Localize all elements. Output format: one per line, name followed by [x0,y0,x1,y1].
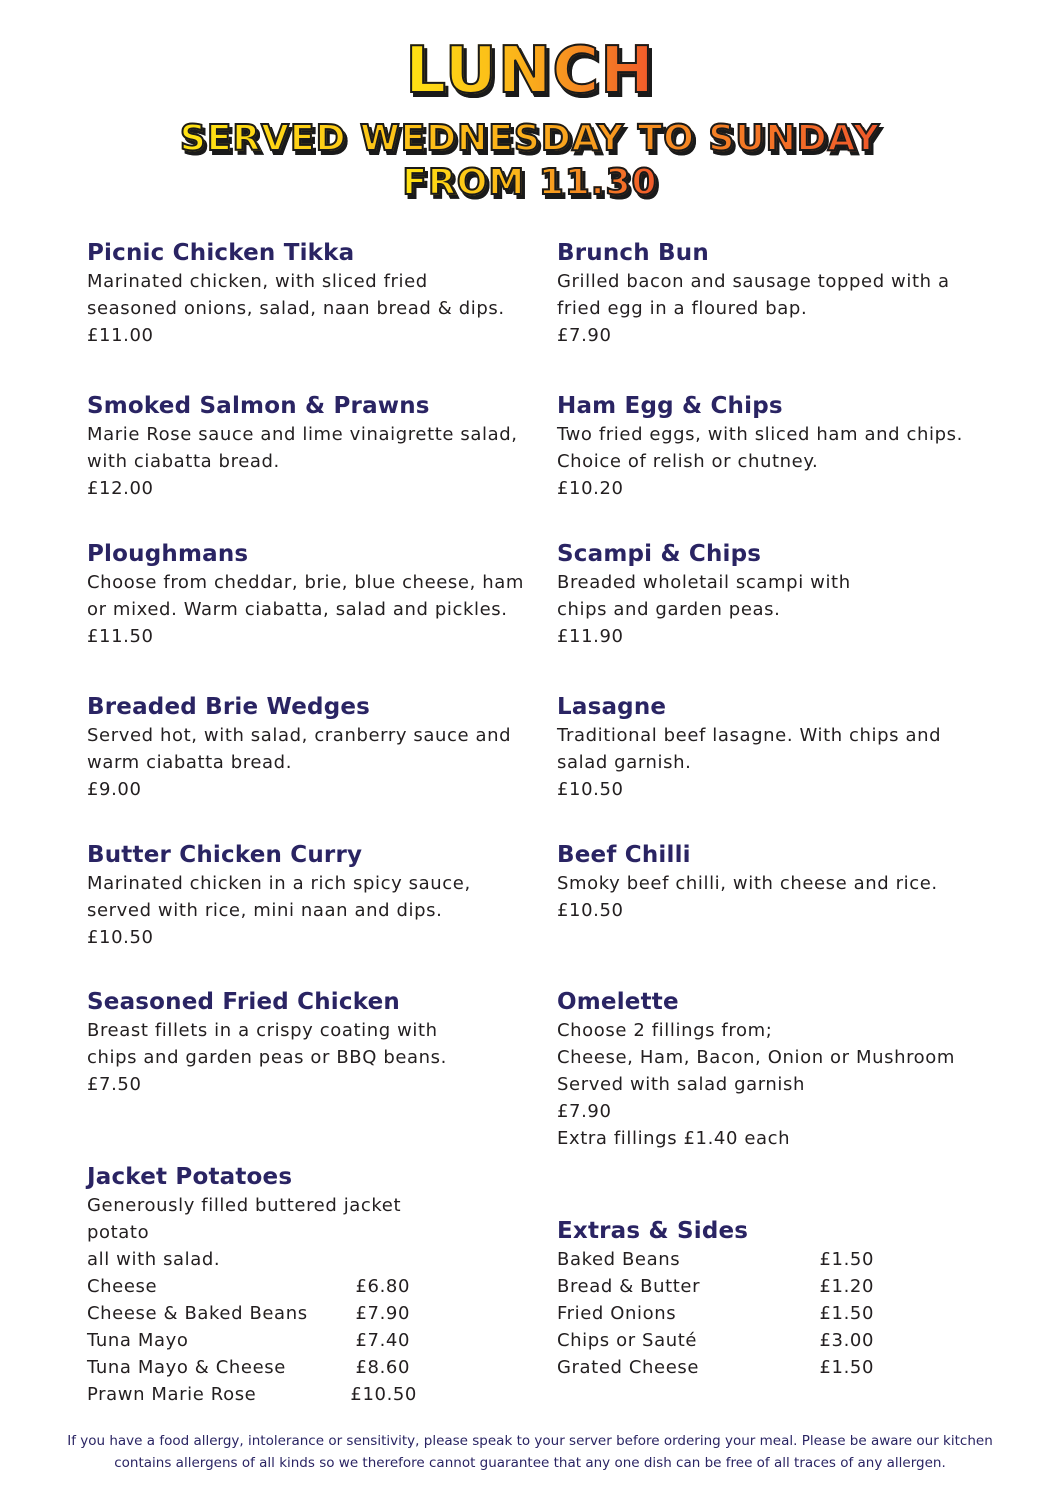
price-row: Cheese & Baked Beans £7.90 [87,1303,410,1324]
item-description: Choice of relish or chutney. [557,451,819,472]
menu-item [557,238,1027,349]
item-name: Beef Chilli [557,842,691,868]
item-name: Breaded Brie Wedges [87,694,371,720]
item-description: chips and garden peas or BBQ beans. [87,1047,447,1068]
menu-item [557,692,1027,803]
item-price: £12.00 [87,478,154,499]
item-description: Breast fillets in a crispy coating with [87,1020,438,1041]
allergy-notice: If you have a food allergy, intolerance or sensitivity, please speak to your server before ordering your meal. Please be aware our kitchen contains allergens of all kinds so we therefore cannot guarantee that any one dish can be free of all traces of any allergen. [67,1433,993,1471]
menu-item [87,987,557,1098]
item-description: or mixed. Warm ciabatta, salad and pickles. [87,599,508,620]
item-description: Choose from cheddar, brie, blue cheese, ham [87,572,524,593]
item-name: Smoked Salmon & Prawns [87,393,430,419]
item-description: Traditional beef lasagne. With chips and [557,725,942,746]
item-description: warm ciabatta bread. [87,752,293,773]
menu-item [87,391,557,502]
item-price: £10.50 [557,779,624,800]
menu-subtitle-days: SERVED WEDNESDAY TO SUNDAY [179,118,881,159]
item-price: £7.90 [557,325,612,346]
item-name: Picnic Chicken Tikka [87,240,355,266]
price-row: Bread & Butter £1.20 [557,1276,874,1297]
item-name: Ham Egg & Chips [557,393,783,419]
menu-item [557,840,1027,924]
item-description: Served hot, with salad, cranberry sauce and [87,725,512,746]
item-description: served with rice, mini naan and dips. [87,900,443,921]
item-description: chips and garden peas. [557,599,781,620]
item-description: Two fried eggs, with sliced ham and chips. [557,424,963,445]
section-description: all with salad. [87,1249,221,1270]
item-name: Brunch Bun [557,240,709,266]
menu-subtitle-time: FROM 11.30 [402,162,658,203]
menu-item [87,840,557,951]
price-row: Baked Beans £1.50 [557,1249,874,1270]
menu-item [87,692,557,803]
item-name: Scampi & Chips [557,541,762,567]
item-description: Marie Rose sauce and lime vinaigrette salad, [87,424,518,445]
price-row: Tuna Mayo £7.40 [87,1330,410,1351]
price-row: Tuna Mayo & Cheese £8.60 [87,1357,410,1378]
price-row: Prawn Marie Rose £10.50 [87,1384,417,1405]
menu-item [557,987,1027,1152]
item-name: Lasagne [557,694,667,720]
item-extra: Extra fillings £1.40 each [557,1128,791,1149]
item-description: Cheese, Ham, Bacon, Onion or Mushroom [557,1047,956,1068]
menu-item [87,238,557,349]
item-price: £11.00 [87,325,154,346]
item-description: Served with salad garnish [557,1074,806,1095]
item-price: £10.50 [557,900,624,921]
item-name: Butter Chicken Curry [87,842,363,868]
item-description: with ciabatta bread. [87,451,280,472]
item-price: £11.90 [557,626,624,647]
menu-item [557,539,1027,650]
item-name: Ploughmans [87,541,249,567]
section-description: Generously filled buttered jacket potato [87,1195,402,1243]
item-description: Smoky beef chilli, with cheese and rice. [557,873,938,894]
price-row: Cheese £6.80 [87,1276,410,1297]
section-title: Extras & Sides [557,1218,749,1244]
menu-item [557,391,1027,502]
item-price: £10.50 [87,927,154,948]
menu-title: LUNCH [405,34,655,108]
price-row: Fried Onions £1.50 [557,1303,874,1324]
item-price: £7.90 [557,1101,612,1122]
item-description: Breaded wholetail scampi with [557,572,851,593]
item-price: £10.20 [557,478,624,499]
jacket-potatoes-section [87,1162,417,1408]
item-name: Seasoned Fried Chicken [87,989,400,1015]
section-title: Jacket Potatoes [87,1164,293,1190]
item-description: Grilled bacon and sausage topped with a [557,271,950,292]
item-description: seasoned onions, salad, naan bread & dips. [87,298,505,319]
item-description: Marinated chicken, with sliced fried [87,271,428,292]
item-description: fried egg in a floured bap. [557,298,808,319]
price-row: Grated Cheese £1.50 [557,1357,874,1378]
extras-section [557,1216,874,1381]
item-description: Choose 2 fillings from; [557,1020,773,1041]
item-price: £11.50 [87,626,154,647]
item-price: £9.00 [87,779,142,800]
menu-item [87,539,557,650]
item-price: £7.50 [87,1074,142,1095]
item-name: Omelette [557,989,679,1015]
item-description: salad garnish. [557,752,692,773]
item-description: Marinated chicken in a rich spicy sauce, [87,873,471,894]
price-row: Chips or Sauté £3.00 [557,1330,874,1351]
